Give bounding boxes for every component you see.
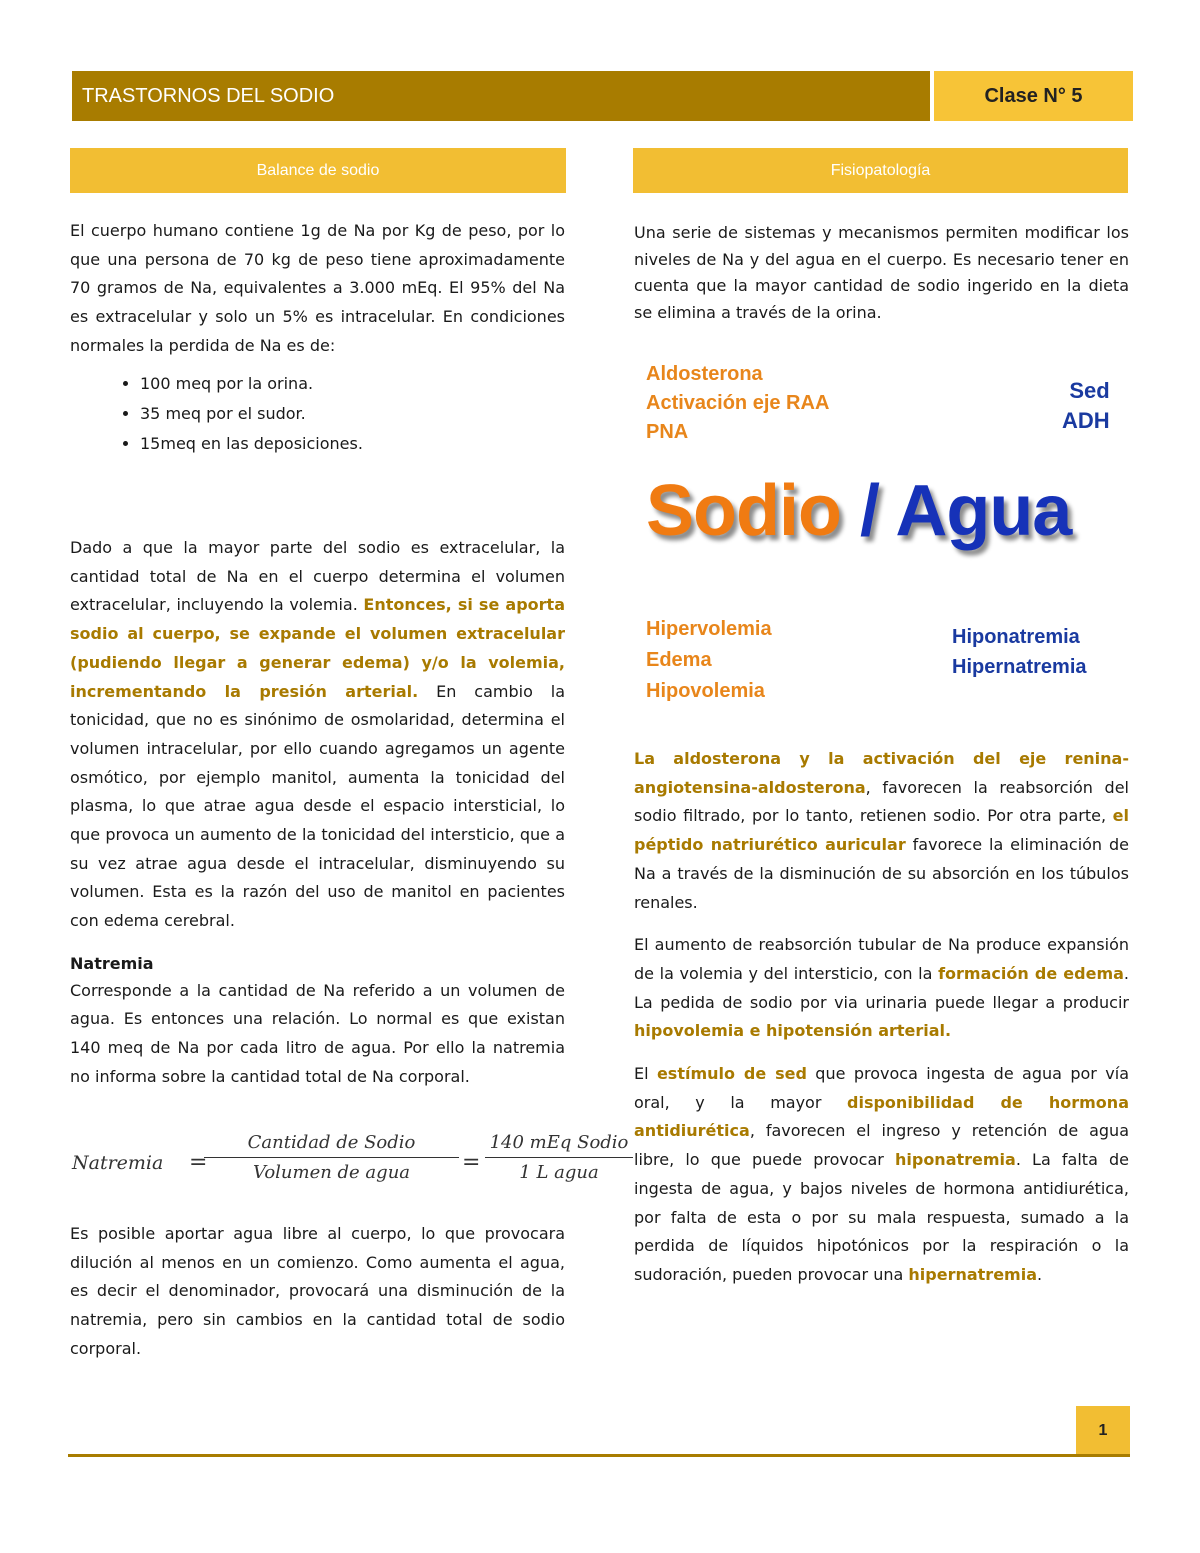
text-run: . La falta de ingesta de agua, y bajos niveles de hormona antidiurética, por falta de esta o por su mala respuesta, sumado a la perdida de líquidos hipotónicos por la respiración o la sudoración, pueden provocar una	[634, 1150, 1129, 1284]
sodium-loss-list	[70, 369, 565, 459]
diagram-word-sodio: Sodio	[646, 471, 841, 551]
thirst-paragraph	[634, 1060, 1129, 1290]
diagram-label: ADH	[1062, 408, 1110, 433]
formula-numerator: Cantidad de Sodio	[204, 1132, 459, 1158]
diagram-label: PNA	[646, 421, 689, 443]
highlight-text: La aldosterona y la activación del eje renina-angiotensina-aldosterona	[634, 749, 1129, 797]
text-run: El	[634, 1064, 657, 1084]
diagram-label: Activación eje RAA	[646, 392, 830, 414]
text-run: En cambio la tonicidad, que no es sinónimo de osmolaridad, determina el volumen intracelular, por ello cuando agregamos un agente osmótico, por ejemplo manitol, aumenta la tonicidad del plasma, lo que atrae agua desde el espacio intersticial, lo que provoca un aumento de la tonicidad del intersticio, que a su vez atrae agua desde el intracelular, disminuyendo su volumen. Esta es la razón del uso de manitol en pacientes con edema cerebral.	[70, 681, 566, 931]
highlight-text: formación de edema	[938, 963, 1124, 983]
reabsorption-paragraph	[634, 931, 1129, 1046]
text-run: favorece la eliminación de Na a través de la disminución de su absorción en los túbulos renales.	[634, 835, 1129, 912]
diagram-label: Edema	[646, 649, 712, 671]
footer-divider	[68, 1454, 1130, 1457]
diagram-word-agua: Agua	[895, 471, 1072, 551]
list-item: • 15meq en las deposiciones.	[140, 429, 565, 459]
diagram-label: Hipernatremia	[952, 656, 1087, 678]
list-item: • 100 meq por la orina.	[140, 369, 565, 399]
natremia-subheading	[70, 950, 565, 979]
diagram-top-left-labels	[646, 360, 829, 447]
formula-lhs: Natremia	[72, 1152, 164, 1174]
list-item: • 35 meq por el sudor.	[140, 399, 565, 429]
section-heading-fisiopatologia: Fisiopatología	[633, 148, 1128, 193]
diagram-bottom-left-labels	[646, 614, 772, 707]
formula-equals: =	[462, 1150, 481, 1175]
text-run: , favorecen la reabsorción del sodio filtrado, por lo tanto, retienen sodio. Por otra parte,	[634, 777, 1129, 826]
balance-intro-paragraph: El cuerpo humano contiene 1g de Na por Kg de peso, por lo que una persona de 70 kg de peso tiene aproximadamente 70 gramos de Na, equivalentes a 3.000 mEq. El 95% del Na es extracelular y solo un 5% es intracelular. En condiciones normales la perdida de Na es de:	[70, 221, 565, 355]
diagram-label: Hiponatremia	[952, 626, 1080, 648]
diagram-top-right-labels	[1062, 376, 1110, 436]
left-column-bottom	[70, 1220, 565, 1364]
highlight-text: Entonces, si se aporta sodio al cuerpo, se expande el volumen extracelular (pudiendo llegar a generar edema) y/o la volemia, incrementando la presión arterial.	[70, 595, 565, 701]
fisiopatologia-intro-paragraph: Una serie de sistemas y mecanismos permiten modificar los niveles de Na y del agua en el cuerpo. Es necesario tener en cuenta que la mayor cantidad de sodio ingerido en la dieta se elimina a través de la orina.	[634, 223, 1129, 322]
natremia-paragraph: Corresponde a la cantidad de Na referido a un volumen de agua. Es entonces una relación. Lo normal es que existan 140 meq de Na por cada litro de agua. Por ello la natremia no informa sobre la cantidad total de Na corporal.	[70, 980, 565, 1086]
right-column-top	[634, 220, 1129, 326]
diagram-bottom-right-labels	[952, 622, 1087, 682]
diagram-label: Hipovolemia	[646, 680, 765, 702]
sodio-agua-diagram	[634, 352, 1129, 712]
diagram-label: Aldosterona	[646, 363, 763, 385]
diagram-title-sodio-agua	[646, 470, 1071, 552]
formula-equals: =	[189, 1150, 208, 1175]
text-run: , favorecen el ingreso y retención de agua libre, lo que puede provocar	[634, 1121, 1129, 1170]
formula-fraction-normal	[485, 1132, 633, 1183]
document-title: TRASTORNOS DEL SODIO	[72, 71, 930, 121]
text-run: . La pedida de sodio por via urinaria puede llegar a producir	[634, 963, 1130, 1012]
formula-denominator: Volumen de agua	[252, 1162, 411, 1183]
diagram-slash: /	[859, 471, 879, 551]
formula-numerator: 140 mEq Sodio	[485, 1132, 633, 1158]
diagram-label: Sed	[1069, 378, 1110, 403]
text-run: .	[1037, 1264, 1043, 1284]
left-column-top	[70, 217, 565, 459]
free-water-paragraph: Es posible aportar agua libre al cuerpo, lo que provocara dilución al menos en un comienzo. Como aumenta el agua, es decir el denominador, provocará una disminución de la natremia, pero sin cambios en la cantidad total de sodio corporal.	[70, 1224, 565, 1358]
right-column-bottom	[634, 745, 1129, 1290]
formula-denominator: 1 L agua	[519, 1162, 599, 1183]
text-run: Dado a que la mayor parte del sodio es extracelular, la cantidad total de Na en el cuerpo determina el volumen extracelular, incluyendo la volemia.	[70, 538, 565, 615]
page-number: 1	[1076, 1406, 1130, 1456]
natremia-title: Natremia	[70, 953, 154, 973]
extracellular-paragraph	[70, 534, 565, 936]
highlight-text: estímulo de sed	[656, 1064, 807, 1084]
highlight-text: hiponatremia	[894, 1150, 1016, 1170]
formula-fraction-general	[204, 1132, 459, 1183]
diagram-label: Hipervolemia	[646, 618, 772, 640]
natremia-formula	[72, 1130, 629, 1200]
section-heading-balance: Balance de sodio	[70, 148, 566, 193]
aldosterone-paragraph	[634, 745, 1129, 917]
highlight-text: hipernatremia	[908, 1264, 1037, 1284]
highlight-text: disponibilidad de hormona antidiurética	[634, 1092, 1129, 1141]
highlight-text: hipovolemia e hipotensión arterial.	[634, 1021, 952, 1041]
class-number-badge: Clase N° 5	[934, 71, 1133, 121]
highlight-text: el péptido natriurético auricular	[634, 806, 1129, 855]
text-run: El aumento de reabsorción tubular de Na produce expansión de la volemia y del intersticio, con la	[634, 935, 1129, 983]
left-column-middle	[70, 534, 565, 1091]
text-run: que provoca ingesta de agua por vía oral, y la mayor	[634, 1064, 1130, 1112]
